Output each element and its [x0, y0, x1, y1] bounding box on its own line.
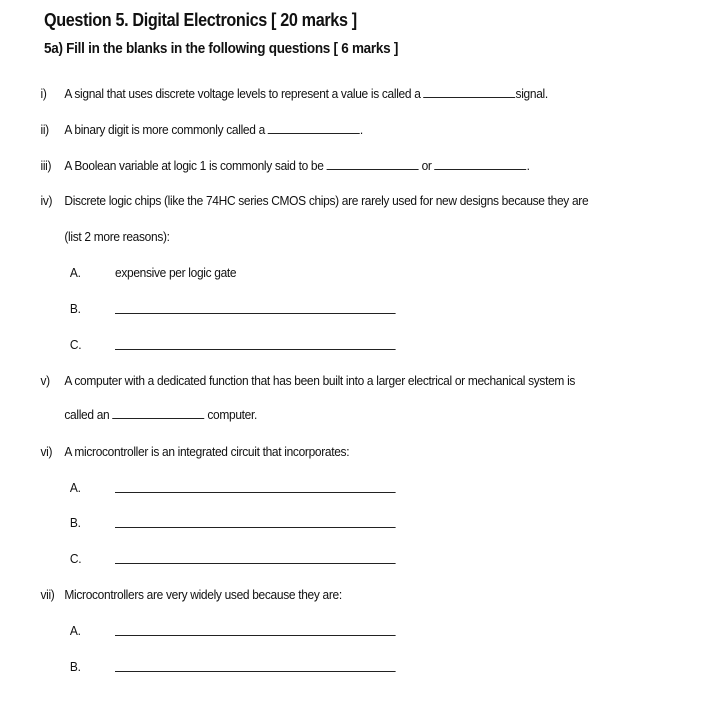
- question-number: vi): [40, 444, 53, 459]
- question-text: Discrete logic chips (like the 74HC series CMOS chips) are rarely used for new designs because they are: [64, 193, 589, 208]
- question-text-after: .: [526, 158, 530, 173]
- question-text: A microcontroller is an integrated circuit that incorporates:: [64, 444, 350, 459]
- question-text-after: signal.: [515, 86, 548, 101]
- question-text-after: computer.: [207, 407, 258, 422]
- answer-line[interactable]: [115, 349, 396, 350]
- answer-line[interactable]: [115, 313, 396, 314]
- answer-line[interactable]: [115, 527, 396, 528]
- answer-letter: B.: [69, 301, 81, 316]
- answer-letter: A.: [69, 480, 81, 495]
- question-title: Question 5. Digital Electronics [ 20 marks ]: [44, 10, 357, 30]
- question-text: A binary digit is more commonly called a: [64, 122, 265, 137]
- answer-letter: B.: [69, 659, 81, 674]
- question-text: A signal that uses discrete voltage levels to represent a value is called a: [64, 86, 421, 101]
- question-number: vii): [40, 587, 55, 602]
- question-text: A Boolean variable at logic 1 is commonly said to be: [64, 158, 324, 173]
- question-number: iv): [40, 193, 53, 208]
- question-number: v): [40, 373, 50, 388]
- answer-line[interactable]: [115, 492, 396, 493]
- answer-blank[interactable]: [112, 407, 204, 419]
- answer-line[interactable]: [115, 563, 396, 564]
- answer-blank-2[interactable]: [435, 158, 527, 170]
- answer-blank[interactable]: [424, 86, 516, 98]
- question-number: i): [40, 86, 47, 101]
- answer-letter: A.: [69, 265, 81, 280]
- answer-line[interactable]: [115, 635, 396, 636]
- answer-letter: A.: [69, 623, 81, 638]
- answer-letter: C.: [69, 337, 82, 352]
- or-text: or: [421, 158, 432, 173]
- section-subtitle: 5a) Fill in the blanks in the following questions [ 6 marks ]: [44, 40, 399, 57]
- question-number: ii): [40, 122, 49, 137]
- answer-letter: B.: [69, 515, 81, 530]
- answer-blank-1[interactable]: [327, 158, 419, 170]
- question-number: iii): [40, 158, 52, 173]
- given-answer: expensive per logic gate: [115, 265, 237, 280]
- question-text: A computer with a dedicated function that has been built into a larger electrical or mechanical system is: [64, 373, 576, 388]
- question-text: Microcontrollers are very widely used because they are:: [64, 587, 342, 602]
- question-text-after: .: [359, 122, 363, 137]
- question-text-cont: called an: [64, 407, 110, 422]
- answer-line[interactable]: [115, 671, 396, 672]
- answer-blank[interactable]: [268, 122, 360, 134]
- answer-letter: C.: [69, 551, 82, 566]
- question-text-cont: (list 2 more reasons):: [64, 229, 170, 244]
